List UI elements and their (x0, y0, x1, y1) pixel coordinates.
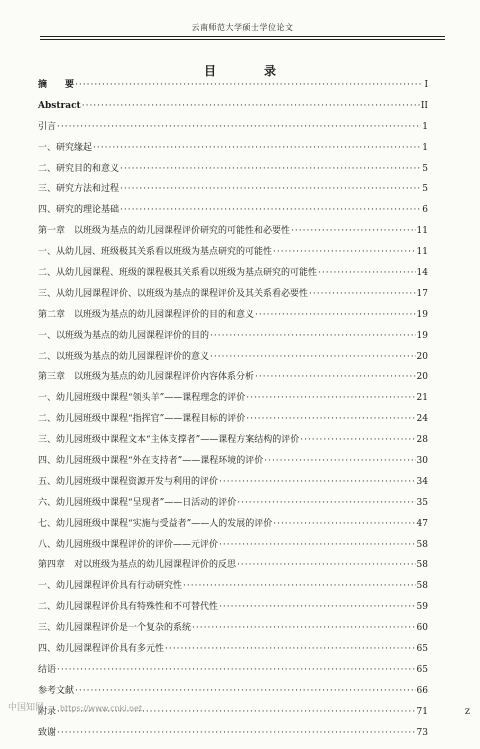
toc-entry[interactable] (38, 644, 428, 665)
toc-entry[interactable] (38, 247, 428, 268)
toc-entry-label: 第一章 以班级为基点的幼儿园课程评价研究的可能性和必要性 (38, 226, 291, 237)
toc-entry-page: I (424, 80, 428, 90)
toc-entry-page: 58 (416, 560, 428, 571)
toc-leader-dots (57, 728, 416, 739)
toc-entry-page: 11 (416, 247, 428, 258)
toc-title: 目 录 (203, 64, 294, 78)
toc-entry[interactable] (38, 623, 428, 644)
toc-entry[interactable] (38, 352, 428, 373)
toc-leader-dots (291, 226, 416, 237)
toc-entry-label: 四、幼儿园课程评价具有多元性 (38, 644, 165, 655)
toc-entry[interactable] (38, 122, 428, 143)
toc-leader-dots (255, 372, 416, 383)
toc-leader-dots (219, 540, 416, 551)
toc-leader-dots (219, 477, 416, 488)
toc-entry-page: 28 (416, 435, 428, 446)
toc-leader-dots (93, 143, 421, 154)
toc-entry-label: 八、幼儿园班级中课程评价的评价——元评价 (38, 539, 219, 550)
toc-leader-dots (273, 247, 416, 258)
corner-mark: z (464, 706, 470, 717)
toc-entry-page: 17 (416, 288, 428, 299)
toc-entry-page: 34 (416, 476, 428, 487)
toc-entry-page: 60 (416, 623, 428, 634)
toc-leader-dots (192, 623, 416, 634)
toc-entry[interactable] (38, 372, 428, 393)
toc-entry-page: 65 (416, 644, 428, 655)
toc-entry[interactable] (38, 498, 428, 519)
toc-entry-label: 三、幼儿园班级中课程文本“主体支撑者”——课程方案结构的评价 (38, 435, 300, 446)
toc-entry-label: 参考文献 (38, 685, 75, 696)
cnki-url: https://www.cnki.net (60, 704, 143, 713)
toc-entry-label: 一、以班级为基点的幼儿园课程评价的目的 (38, 330, 210, 341)
toc-entry-label: 一、从幼儿园、班级极其关系看以班级为基点研究的可能性 (38, 247, 273, 258)
toc-entry[interactable] (38, 289, 428, 310)
toc-entry-label: 一、幼儿园课程评价具有行动研究性 (38, 581, 183, 592)
toc-entry-label: 二、幼儿园班级中课程“指挥官”——课程目标的评价 (38, 414, 246, 425)
toc-entry-label: 七、幼儿园班级中课程“实施与受益者”——人的发展的评价 (38, 518, 273, 529)
toc-entry-label: 二、幼儿园课程评价具有特殊性和不可替代性 (38, 602, 219, 613)
toc-entry[interactable] (38, 602, 428, 623)
toc-entry[interactable] (38, 143, 428, 164)
toc-leader-dots (237, 498, 415, 509)
toc-entry[interactable] (38, 519, 428, 540)
toc-leader-dots (318, 268, 416, 279)
toc-entry-page: 20 (416, 372, 428, 383)
toc-entry-label: 三、从幼儿园课程评价、以班级为基点的课程评价及其关系看必要性 (38, 288, 309, 299)
toc-entry-label: 一、幼儿园班级中课程“领头羊”——课程理念的评价 (38, 393, 246, 404)
toc-entry-page: 6 (422, 205, 428, 216)
toc-entry[interactable] (38, 164, 428, 185)
toc-leader-dots (57, 122, 421, 133)
toc-entry[interactable] (38, 393, 428, 414)
toc-entry-page: 58 (416, 581, 428, 592)
toc-entry[interactable] (38, 560, 428, 581)
toc-leader-dots (120, 184, 421, 195)
toc-entry-page: II (420, 100, 428, 111)
toc-entry-page: 73 (416, 727, 428, 738)
toc-entry-label: 二、以班级为基点的幼儿园课程评价的意义 (38, 351, 210, 362)
toc-entry-page: 47 (416, 518, 428, 529)
toc-entry-label: 四、研究的理论基础 (38, 205, 120, 216)
toc-entry-label: 第三章 以班级为基点的幼儿园课程评价内容体系分析 (38, 372, 255, 383)
toc-leader-dots (165, 644, 416, 655)
toc-entry-label: 六、幼儿园班级中课程“呈现者”——日活动的评价 (38, 497, 237, 508)
toc-entry-page: 11 (416, 226, 428, 237)
toc-entry-page: 19 (416, 309, 428, 320)
toc-entry-page: 21 (416, 393, 428, 404)
toc-entry-page: 14 (416, 268, 428, 279)
toc-leader-dots (300, 435, 415, 446)
toc-leader-dots (57, 665, 416, 676)
toc-entry-label: 结语 (38, 664, 57, 675)
toc-entry[interactable] (38, 331, 428, 352)
toc-leader-dots (183, 581, 416, 592)
toc-entry[interactable] (38, 310, 428, 331)
toc-leader-dots (210, 352, 416, 363)
toc-entry[interactable] (38, 435, 428, 456)
toc-leader-dots (237, 560, 416, 571)
toc-entry-label: 四、幼儿园班级中课程“外在支持者”——课程环境的评价 (38, 456, 264, 467)
toc-leader-dots (210, 331, 416, 342)
toc-entry-page: 58 (416, 539, 428, 550)
toc-entry-label: 二、研究目的和意义 (38, 163, 120, 174)
toc-leader-dots (219, 602, 416, 613)
toc-entry-page: 20 (416, 351, 428, 362)
toc-entry-label: 二、从幼儿园课程、班级的课程极其关系看以班级为基点研究的可能性 (38, 268, 318, 279)
toc-leader-dots (120, 205, 421, 216)
toc-leader-dots (264, 456, 415, 467)
toc-entry-page: 5 (422, 163, 428, 174)
cnki-logo: 中国知网 (8, 703, 45, 713)
toc-entry[interactable] (38, 226, 428, 247)
toc-entry-page: 71 (416, 706, 428, 717)
toc-entry[interactable] (38, 456, 428, 477)
toc-leader-dots (246, 393, 415, 404)
toc-entry-label: 引言 (38, 121, 57, 132)
toc-entry-page: 35 (416, 497, 428, 508)
toc-leader-dots (309, 289, 416, 300)
toc-entry-page: 1 (422, 121, 428, 132)
toc-entry-page: 59 (416, 602, 428, 613)
toc-entry-label: 第四章 对以班级为基点的幼儿园课程评价的反思 (38, 560, 237, 571)
toc-entry-label: 三、幼儿园课程评价是一个复杂的系统 (38, 623, 192, 634)
toc-entry[interactable] (38, 581, 428, 602)
toc-entry-page: 19 (416, 330, 428, 341)
toc-leader-dots (246, 414, 415, 425)
toc-entry[interactable] (38, 665, 428, 686)
toc-entry[interactable] (38, 414, 428, 435)
toc-entry-page: 1 (422, 142, 428, 153)
toc-leader-dots (273, 519, 415, 530)
table-of-contents (38, 80, 428, 749)
toc-entry-page: 30 (416, 456, 428, 467)
toc-entry-page: 5 (422, 184, 428, 195)
toc-entry-label: 三、研究方法和过程 (38, 184, 120, 195)
running-header: 云南师范大学硕士学位论文 (40, 22, 445, 37)
toc-entry[interactable] (38, 540, 428, 561)
toc-entry[interactable] (38, 728, 428, 749)
toc-entry-label: 五、幼儿园班级中课程资源开发与利用的评价 (38, 476, 219, 487)
toc-leader-dots (75, 686, 416, 697)
toc-entry-page: 65 (416, 664, 428, 675)
header-rule (40, 39, 445, 40)
toc-leader-dots (82, 101, 420, 112)
toc-entry-label: 附录 (38, 706, 57, 717)
toc-leader-dots (75, 80, 423, 91)
toc-leader-dots (255, 310, 416, 321)
toc-entry[interactable] (38, 205, 428, 226)
toc-entry[interactable] (38, 268, 428, 289)
toc-entry-label: 第二章 以班级为基点的幼儿园课程评价的目的和意义 (38, 309, 255, 320)
toc-entry-page: 66 (416, 685, 428, 696)
toc-leader-dots (120, 164, 421, 175)
toc-entry-page: 24 (416, 414, 428, 425)
toc-entry-label: Abstract (38, 100, 81, 111)
toc-entry-label: 致谢 (38, 727, 57, 738)
toc-entry-label: 摘 要 (38, 80, 75, 90)
toc-entry[interactable] (38, 184, 428, 205)
toc-entry[interactable] (38, 101, 428, 122)
toc-entry-label: 一、研究缘起 (38, 142, 93, 153)
toc-entry[interactable] (38, 80, 428, 101)
toc-entry[interactable] (38, 477, 428, 498)
